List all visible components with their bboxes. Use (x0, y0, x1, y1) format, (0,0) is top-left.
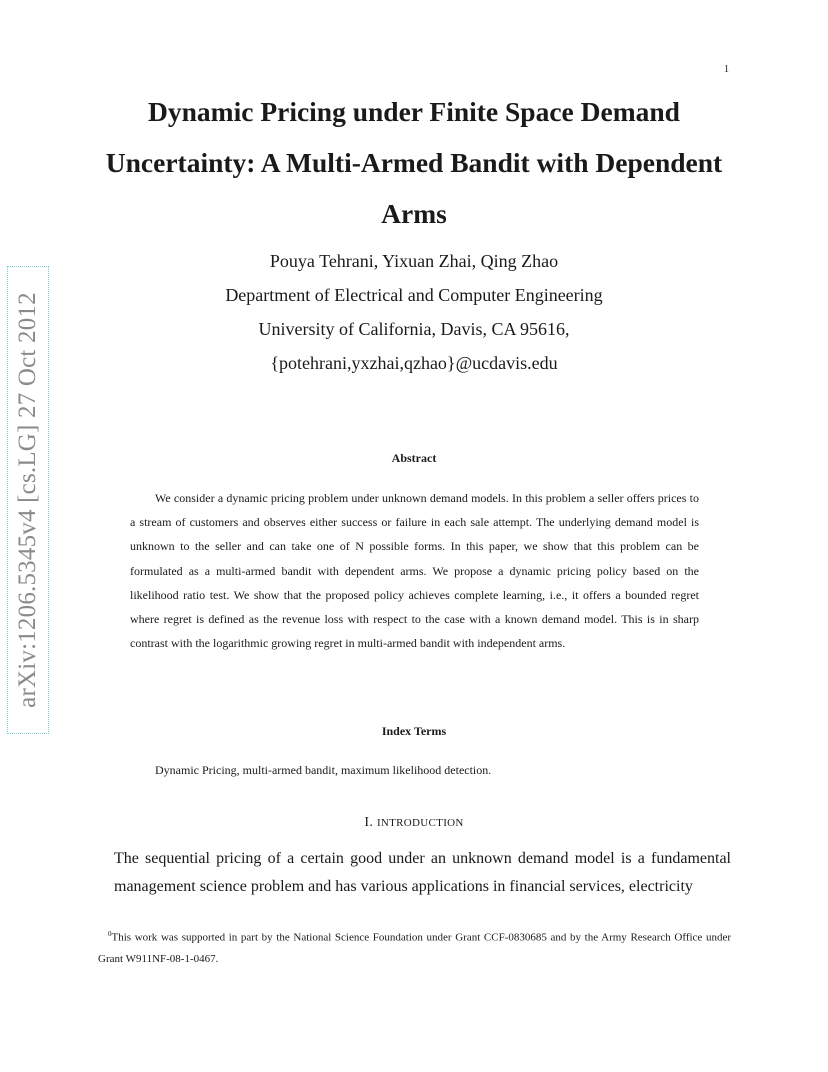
author-emails: {potehrani,yxzhai,qzhao}@ucdavis.edu (270, 353, 558, 373)
affiliation-university: University of California, Davis, CA 95616, (258, 319, 570, 339)
footnote (98, 924, 731, 970)
arxiv-identifier: arXiv:1206.5345v4 [cs.LG] 27 Oct 2012 (14, 292, 41, 708)
affiliation-department: Department of Electrical and Computer Engineering (225, 285, 603, 305)
section-title: INTRODUCTION (376, 817, 464, 829)
arxiv-stamp (7, 266, 49, 734)
section-heading (0, 815, 828, 831)
author-block (114, 244, 714, 380)
index-terms-text: Dynamic Pricing, multi-armed bandit, maximum likelihood detection. (155, 763, 492, 777)
abstract-heading: Abstract (391, 451, 437, 465)
introduction-text (114, 845, 731, 901)
introduction-paragraph: The sequential pricing of a certain good under an unknown demand model is a fundamental management science problem and has various applications in financial services, electricity (114, 850, 731, 895)
page-number: 1 (724, 64, 729, 75)
section-number: I. (364, 815, 374, 830)
footnote-marker: 0 (108, 930, 112, 938)
index-terms-heading: Index Terms (381, 724, 447, 738)
authors: Pouya Tehrani, Yixuan Zhai, Qing Zhao (269, 251, 559, 271)
paper-title: Dynamic Pricing under Finite Space Demand Uncertainty: A Multi-Armed Bandit with Dependent Arms (105, 96, 723, 229)
abstract-text: We consider a dynamic pricing problem under unknown demand models. In this problem a seller offers prices to a stream of customers and observes either success or failure in each sale attempt. The underlying demand model is unknown to the seller and can take one of N possible forms. In this paper, we show that this problem can be formulated as a multi-armed bandit with dependent arms. We propose a dynamic pricing policy based on the likelihood ratio test. We show that the proposed policy achieves complete learning, i.e., it offers a bounded regret where regret is defined as the revenue loss with respect to the case with a known demand model. This is in sharp contrast with the logarithmic growing regret in multi-armed bandit with independent arms. (130, 491, 699, 651)
footnote-text: This work was supported in part by the National Science Foundation under Grant CCF-0830685 and by the Army Research Office under Grant W911NF-08-1-0467. (98, 931, 731, 965)
